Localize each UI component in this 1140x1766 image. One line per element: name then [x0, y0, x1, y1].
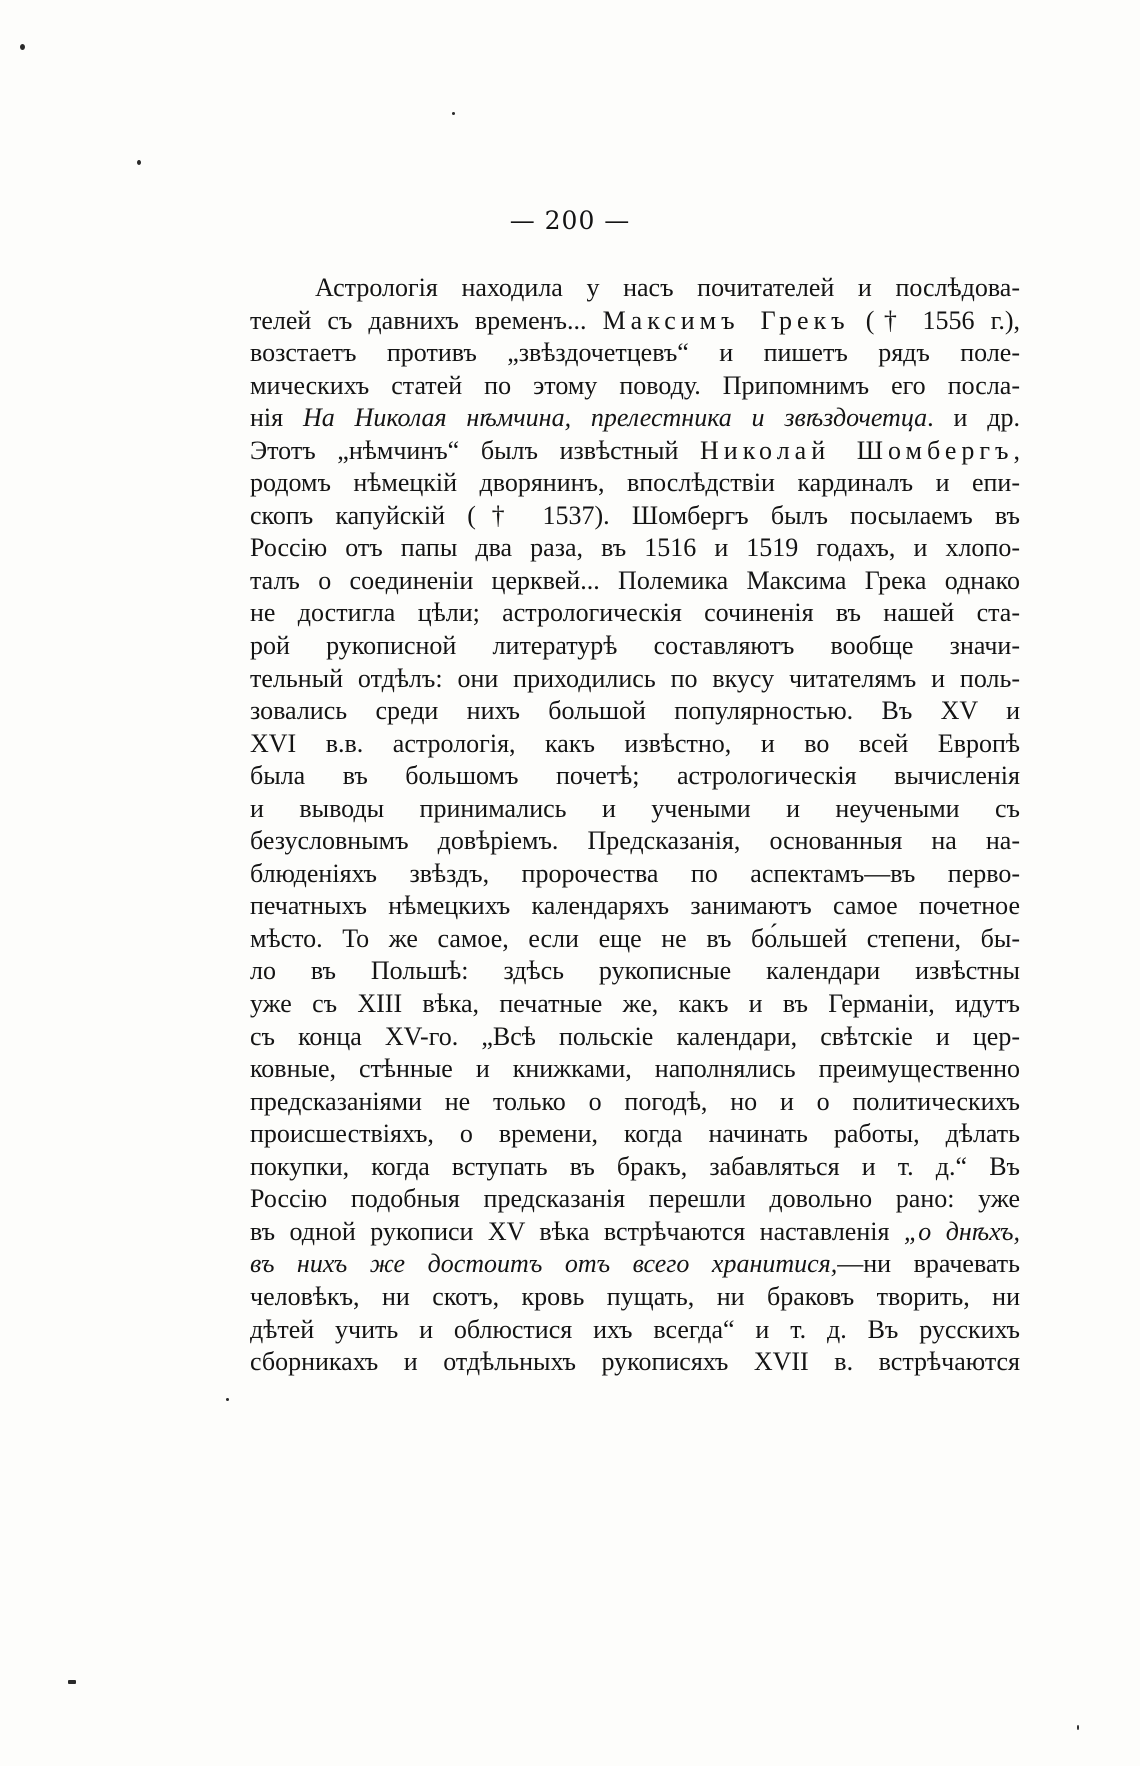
- text-line: [250, 793, 1020, 826]
- text-line: [250, 1248, 1020, 1281]
- text-line: [250, 1183, 1020, 1216]
- text-line: [250, 988, 1020, 1021]
- text-run: . и др.: [927, 403, 1020, 433]
- text-run: скопъ капуйскій († 1537). Шомбергъ былъ посылаемъ въ: [250, 500, 1020, 530]
- text-run: блюденіяхъ звѣздъ, пророчества по аспектамъ—въ перво-: [250, 858, 1020, 888]
- text-line: [250, 1118, 1020, 1151]
- text-run: нія: [250, 403, 303, 433]
- text-run: уже съ XIII вѣка, печатные же, какъ и въ Германіи, идутъ: [250, 989, 1020, 1019]
- text-line: [250, 1086, 1020, 1119]
- scan-speck: [226, 1398, 229, 1401]
- text-line: [250, 760, 1020, 793]
- text-run: человѣкъ, ни скотъ, кровь пущать, ни браковъ творить, ни: [250, 1281, 1020, 1311]
- scan-speck: [20, 44, 25, 50]
- text-run: и выводы принимались и учеными и неучеными съ: [250, 793, 1020, 823]
- text-run: ,: [1013, 435, 1020, 465]
- text-run: мѣсто. То же самое, если еще не въ бо́льшей степени, бы-: [250, 923, 1020, 953]
- text-run: безусловнымъ довѣріемъ. Предсказанія, основанныя на на-: [250, 826, 1020, 856]
- text-run: ло въ Польшѣ: здѣсь рукописные календари извѣстны: [250, 956, 1020, 986]
- text-run: сборникахъ и отдѣльныхъ рукописяхъ XVII в. встрѣчаются: [250, 1347, 1020, 1377]
- text-line: [250, 565, 1020, 598]
- text-line: [250, 402, 1020, 435]
- text-line: [250, 272, 1020, 305]
- text-run: талъ о соединеніи церквей... Полемика Максима Грека однако: [250, 565, 1020, 595]
- spaced-name: Николай Шомбергъ: [700, 435, 1014, 465]
- text-line: [250, 728, 1020, 761]
- text-run: мическихъ статей по этому поводу. Припомнимъ его посла-: [250, 370, 1020, 400]
- text-line: [250, 1021, 1020, 1054]
- text-line: [250, 532, 1020, 565]
- text-run: Этотъ „нѣмчинъ“ былъ извѣстный: [250, 435, 701, 465]
- text-line: [250, 1314, 1020, 1347]
- text-run: Россію отъ папы два раза, въ 1516 и 1519 годахъ, и хлопо-: [250, 533, 1020, 563]
- text-line: [250, 1281, 1020, 1314]
- text-run: —ни врачевать: [837, 1249, 1020, 1279]
- text-run: телей съ давнихъ временъ...: [250, 305, 603, 335]
- text-run: († 1556 г.),: [849, 305, 1020, 335]
- text-line: [250, 435, 1020, 468]
- text-line: [250, 858, 1020, 891]
- text-line: [250, 1216, 1020, 1249]
- text-line: [250, 305, 1020, 338]
- text-line: [250, 337, 1020, 370]
- scan-speck: [452, 112, 455, 115]
- text-line: [250, 923, 1020, 956]
- scan-speck: [1077, 1725, 1079, 1730]
- text-run: съ конца XV-го. „Всѣ польскіе календари, свѣтскіе и цер-: [250, 1021, 1020, 1051]
- text-run: Россію подобныя предсказанія перешли довольно рано: уже: [250, 1184, 1020, 1214]
- spaced-name: Максимъ Грекъ: [602, 305, 850, 335]
- text-run: въ одной рукописи XV вѣка встрѣчаются наставленія: [250, 1216, 904, 1246]
- page-number: — 200 —: [509, 206, 631, 235]
- text-run: зовались среди нихъ большой популярностью. Въ XV и: [250, 696, 1020, 726]
- scan-speck: [68, 1680, 76, 1684]
- text-line: [250, 955, 1020, 988]
- text-run: ковные, стѣнные и книжками, наполнялись преимущественно: [250, 1054, 1020, 1084]
- text-line: [250, 695, 1020, 728]
- scan-speck: [137, 160, 141, 165]
- text-line: [250, 663, 1020, 696]
- text-run: не достигла цѣли; астрологическія сочиненія въ нашей ста-: [250, 598, 1020, 628]
- text-run: рой рукописной литературѣ составляютъ вообще значи-: [250, 631, 1020, 661]
- italic-quote: На Николая нѣмчина, прелестника и звѣздочетца: [302, 403, 928, 433]
- italic-quote: въ нихъ же достоитъ отъ всего хранитися,: [250, 1249, 838, 1279]
- text-line: [250, 630, 1020, 663]
- body-text: [250, 272, 1020, 1379]
- text-run: предсказаніями не только о погодѣ, но и о политическихъ: [250, 1086, 1020, 1116]
- text-line: [250, 825, 1020, 858]
- text-run: тельный отдѣлъ: они приходились по вкусу читателямъ и поль-: [250, 663, 1020, 693]
- text-run: возстаетъ противъ „звѣздочетцевъ“ и пишетъ рядъ поле-: [250, 338, 1020, 368]
- text-run: родомъ нѣмецкій дворянинъ, впослѣдствіи кардиналъ и епи-: [250, 468, 1020, 498]
- text-line: [250, 1151, 1020, 1184]
- text-run: XVI в.в. астрологія, какъ извѣстно, и во всей Европѣ: [250, 728, 1020, 758]
- text-line: [250, 890, 1020, 923]
- text-line: [250, 1053, 1020, 1086]
- text-run: дѣтей учить и облюстися ихъ всегда“ и т. д. Въ русскихъ: [250, 1314, 1020, 1344]
- text-line: [250, 467, 1020, 500]
- text-line: [250, 597, 1020, 630]
- text-line: [250, 500, 1020, 533]
- text-line: [250, 370, 1020, 403]
- text-run: покупки, когда вступать въ бракъ, забавляться и т. д.“ Въ: [250, 1151, 1020, 1181]
- italic-quote: „о днѣхъ,: [903, 1216, 1020, 1246]
- text-run: происшествіяхъ, о времени, когда начинать работы, дѣлать: [250, 1119, 1020, 1149]
- text-run: печатныхъ нѣмецкихъ календаряхъ занимаютъ самое почетное: [250, 891, 1020, 921]
- text-run: Астрологія находила у насъ почитателей и послѣдова-: [315, 273, 1020, 302]
- text-run: была въ большомъ почетѣ; астрологическія вычисленія: [250, 761, 1020, 791]
- text-line: [250, 1346, 1020, 1379]
